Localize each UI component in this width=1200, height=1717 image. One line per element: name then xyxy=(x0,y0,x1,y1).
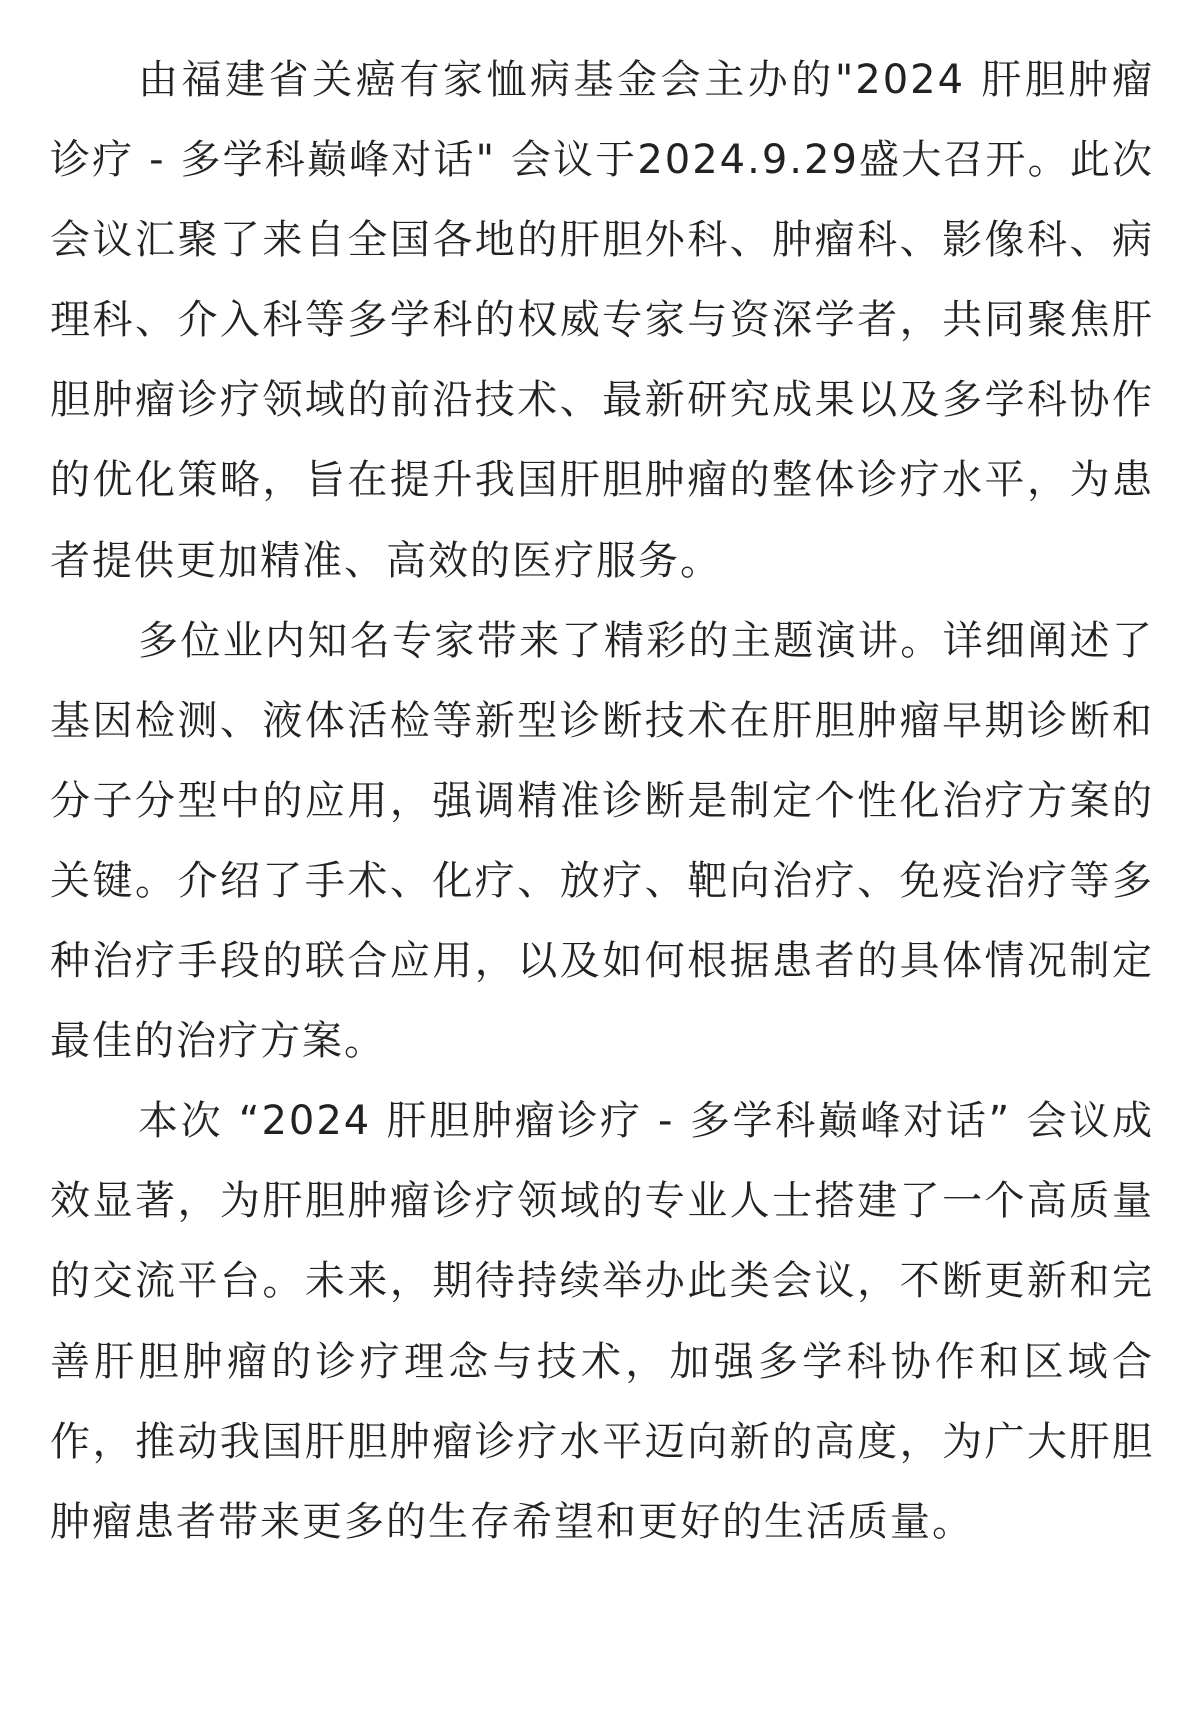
paragraph-conclusion: 本次 “2024 肝胆肿瘤诊疗 - 多学科巅峰对话” 会议成效显著，为肝胆肿瘤诊疗领域的专业人士搭建了一个高质量的交流平台。未来，期待持续举办此类会议，不断更新和完善肝胆肿瘤的诊疗理念与技术，加强多学科协作和区域合作，推动我国肝胆肿瘤诊疗水平迈向新的高度，为广大肝胆肿瘤患者带来更多的生存希望和更好的生活质量。 xyxy=(50,1098,1154,1545)
paragraph-keynote-speeches: 多位业内知名专家带来了精彩的主题演讲。详细阐述了基因检测、液体活检等新型诊断技术在肝胆肿瘤早期诊断和分子分型中的应用，强调精准诊断是制定个性化治疗方案的关键。介绍了手术、化疗、放疗、靶向治疗、免疫治疗等多种治疗手段的联合应用，以及如何根据患者的具体情况制定最佳的治疗方案。 xyxy=(50,617,1154,1065)
paragraph-event-overview: 由福建省关癌有家恤病基金会主办的"2024 肝胆肿瘤诊疗 - 多学科巅峰对话" 会议于2024.9.29盛大召开。此次会议汇聚了来自全国各地的肝胆外科、肿瘤科、影像科、病理科、介入科等多学科的权威专家与资深学者，共同聚焦肝胆肿瘤诊疗领域的前沿技术、最新研究成果以及多学科协作的优化策略，旨在提升我国肝胆肿瘤的整体诊疗水平，为患者提供更加精准、高效的医疗服务。 xyxy=(50,57,1154,584)
article-body xyxy=(50,40,1154,1562)
